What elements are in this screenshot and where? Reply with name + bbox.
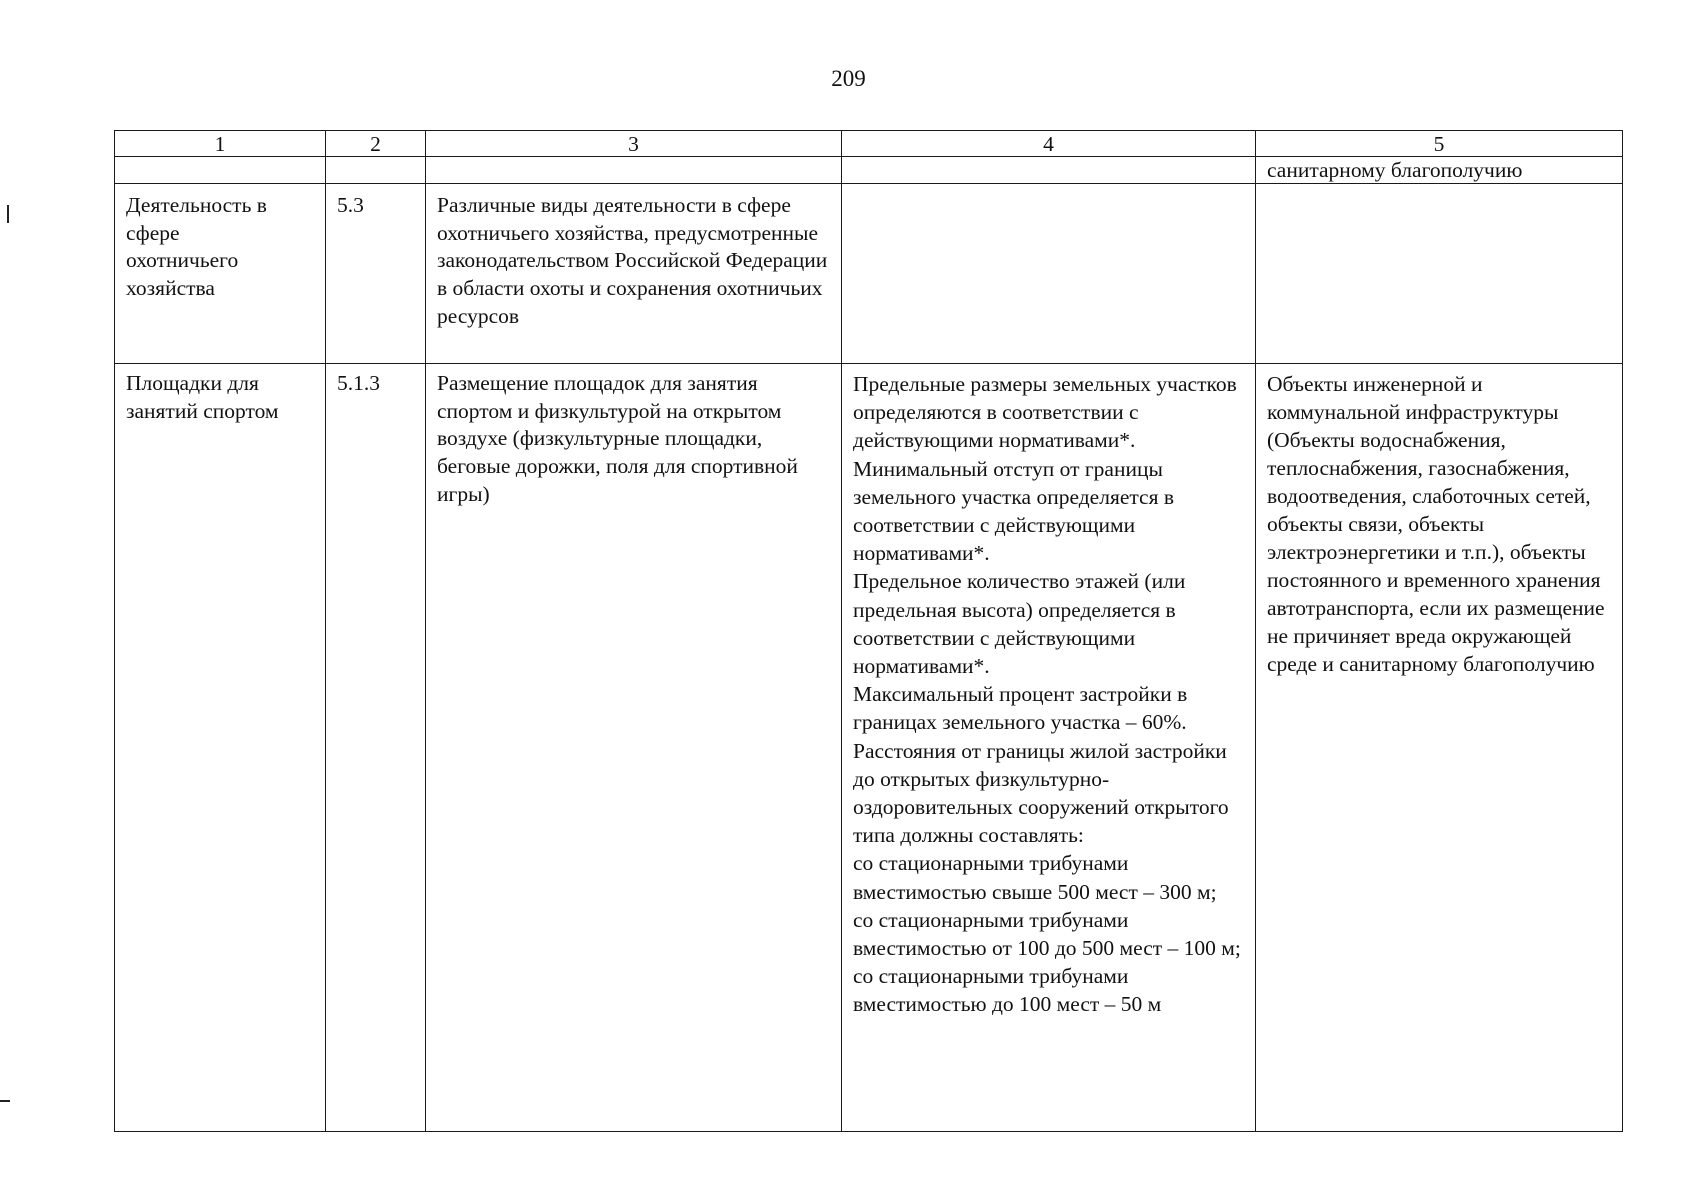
parameter-paragraph: Минимальный отступ от границы земельного участка определяется в соответствии с действующими нормативами*. <box>853 456 1174 566</box>
column-number: 5 <box>1256 131 1623 157</box>
table-row <box>115 364 1623 1132</box>
column-number: 1 <box>115 131 326 157</box>
cell-parameters <box>842 184 1256 364</box>
column-number: 3 <box>426 131 842 157</box>
cell-use-type <box>115 157 326 184</box>
cell-code: 5.1.3 <box>326 364 426 1132</box>
cell-description <box>426 157 842 184</box>
cell-auxiliary-uses <box>1256 184 1623 364</box>
cell-code: 5.3 <box>326 184 426 364</box>
scan-artifact-mark <box>0 1100 10 1102</box>
parameter-paragraph: Предельное количество этажей (или предельная высота) определяется в соответствии с действующими нормативами*. <box>853 569 1186 679</box>
cell-auxiliary-uses: санитарному благополучию <box>1256 157 1623 184</box>
cell-description: Размещение площадок для занятия спортом и физкультурой на открытом воздухе (физкультурные площадки, беговые дорожки, поля для спортивной игры) <box>426 364 842 1132</box>
scan-artifact-mark <box>7 205 9 223</box>
parameter-paragraph: Расстояния от границы жилой застройки до открытых физкультурно-оздоровительных сооружений открытого типа должны составлять: <box>853 738 1229 848</box>
parameter-paragraph: Максимальный процент застройки в границах земельного участка – 60%. <box>853 682 1188 735</box>
cell-parameters <box>842 157 1256 184</box>
parameter-paragraph: со стационарными трибунами вместимостью от 100 до 500 мест – 100 м; <box>853 907 1241 961</box>
continuation-row <box>115 157 1623 184</box>
column-number-header-row <box>115 131 1623 157</box>
parameter-paragraph: со стационарными трибунами вместимостью свыше 500 мест – 300 м; <box>853 851 1217 904</box>
parameter-paragraph: Предельные размеры земельных участков определяются в соответствии с действующими нормативами*. <box>853 372 1237 453</box>
zoning-regulations-table <box>114 130 1623 1132</box>
cell-parameters <box>842 364 1256 1132</box>
cell-description: Различные виды деятельности в сфере охотничьего хозяйства, предусмотренные законодательством Российской Федерации в области охоты и сохранения охотничьих ресурсов <box>426 184 842 364</box>
page-number: 209 <box>831 66 866 91</box>
parameter-paragraph: со стационарными трибунами вместимостью до 100 мест – 50 м <box>853 964 1162 1017</box>
table-row <box>115 184 1623 364</box>
cell-use-type: Деятельность в сфере охотничьего хозяйства <box>115 184 326 364</box>
cell-auxiliary-uses: Объекты инженерной и коммунальной инфраструктуры (Объекты водоснабжения, теплоснабжения, газоснабжения, водоотведения, слаботочных сетей, объекты связи, объекты электроэнергетики и т.п.), объекты постоянного и временного хранения автотранспорта, если их размещение не причиняет вреда окружающей среде и санитарному благополучию <box>1256 364 1623 1132</box>
cell-use-type: Площадки для занятий спортом <box>115 364 326 1132</box>
column-number: 4 <box>842 131 1256 157</box>
cell-code <box>326 157 426 184</box>
column-number: 2 <box>326 131 426 157</box>
